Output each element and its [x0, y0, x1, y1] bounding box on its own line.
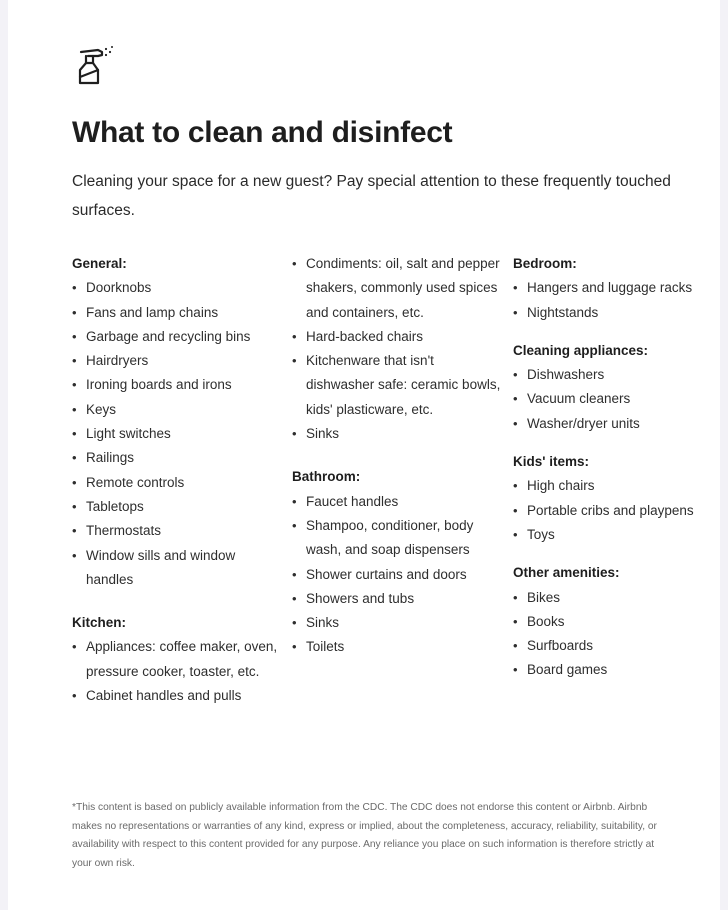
section-cleaning-appliances: [513, 339, 713, 436]
column-left: [72, 252, 282, 708]
list-item: • Kitchenware that isn't dishwasher safe: ceramic bowls, kids' plasticware, etc.: [292, 349, 502, 422]
list-general: [72, 276, 282, 592]
section-kids-items: [513, 450, 713, 547]
section-title-cleaning-appliances: Cleaning appliances:: [513, 342, 649, 358]
list-item: • Cabinet handles and pulls: [72, 684, 282, 708]
list-item: • Dishwashers: [513, 363, 713, 387]
list-cleaning-appliances: [513, 363, 713, 436]
list-item: • Vacuum cleaners: [513, 387, 713, 411]
section-title-kids-items: Kids' items:: [513, 454, 589, 470]
list-item: • Showers and tubs: [292, 587, 502, 611]
list-item: • High chairs: [513, 474, 713, 498]
column-middle: [292, 252, 502, 660]
list-item: • Sinks: [292, 611, 502, 635]
list-item: • Shampoo, conditioner, body wash, and soap dispensers: [292, 514, 502, 563]
list-bedroom: [513, 276, 713, 325]
list-item: • Books: [513, 610, 713, 634]
section-other-amenities: [513, 561, 713, 682]
list-item: • Toilets: [292, 635, 502, 659]
list-item: • Board games: [513, 658, 713, 682]
list-item: • Nightstands: [513, 301, 713, 325]
list-item: • Keys: [72, 398, 282, 422]
section-bathroom: [292, 465, 502, 659]
list-kitchen-part1: [72, 635, 282, 708]
list-item: • Window sills and window handles: [72, 544, 282, 593]
list-item: • Hard-backed chairs: [292, 325, 502, 349]
section-title-bathroom: Bathroom:: [292, 469, 361, 485]
list-other-amenities: [513, 586, 713, 683]
list-item: • Hairdryers: [72, 349, 282, 373]
list-kitchen-part2: [292, 252, 502, 446]
section-title-general: General:: [72, 256, 127, 271]
spray-bottle-icon: [76, 43, 122, 87]
section-title-kitchen: Kitchen:: [72, 615, 126, 631]
document-page: [8, 0, 720, 910]
list-item: • Appliances: coffee maker, oven, pressure cooker, toaster, etc.: [72, 635, 282, 684]
list-item: • Ironing boards and irons: [72, 373, 282, 397]
list-kids-items: [513, 474, 713, 547]
column-right: [513, 252, 713, 683]
list-item: • Light switches: [72, 422, 282, 446]
disclaimer-footnote: *This content is based on publicly available information from the CDC. The CDC does not endorse this content or Airbnb. Airbnb makes no representations or warranties of any kind, express or implied, about the completeness, accuracy, reliability, suitability, or availability with respect to this content provided for any purpose. Any reliance you place on such information is therefore strictly at your own risk.: [72, 802, 657, 869]
page-title: What to clean and disinfect: [72, 116, 453, 149]
list-item: • Toys: [513, 523, 713, 547]
list-item: • Condiments: oil, salt and pepper shakers, commonly used spices and containers, etc.: [292, 252, 502, 325]
section-title-bedroom: Bedroom:: [513, 256, 577, 271]
list-item: • Thermostats: [72, 519, 282, 543]
section-bedroom: [513, 252, 713, 325]
list-item: • Washer/dryer units: [513, 412, 713, 436]
list-item: • Doorknobs: [72, 276, 282, 300]
list-item: • Garbage and recycling bins: [72, 325, 282, 349]
list-item: • Railings: [72, 446, 282, 470]
section-title-other-amenities: Other amenities:: [513, 565, 620, 581]
section-general: [72, 252, 282, 592]
intro-text: Cleaning your space for a new guest? Pay special attention to these frequently touched surfaces.: [72, 173, 671, 219]
list-item: • Shower curtains and doors: [292, 563, 502, 587]
list-item: • Fans and lamp chains: [72, 301, 282, 325]
list-item: • Surfboards: [513, 634, 713, 658]
list-item: • Faucet handles: [292, 490, 502, 514]
list-item: • Remote controls: [72, 471, 282, 495]
list-item: • Sinks: [292, 422, 502, 446]
list-bathroom: [292, 490, 502, 660]
list-item: • Bikes: [513, 586, 713, 610]
list-item: • Hangers and luggage racks: [513, 276, 713, 300]
section-kitchen: [72, 611, 282, 708]
list-item: • Tabletops: [72, 495, 282, 519]
list-item: • Portable cribs and playpens: [513, 499, 713, 523]
